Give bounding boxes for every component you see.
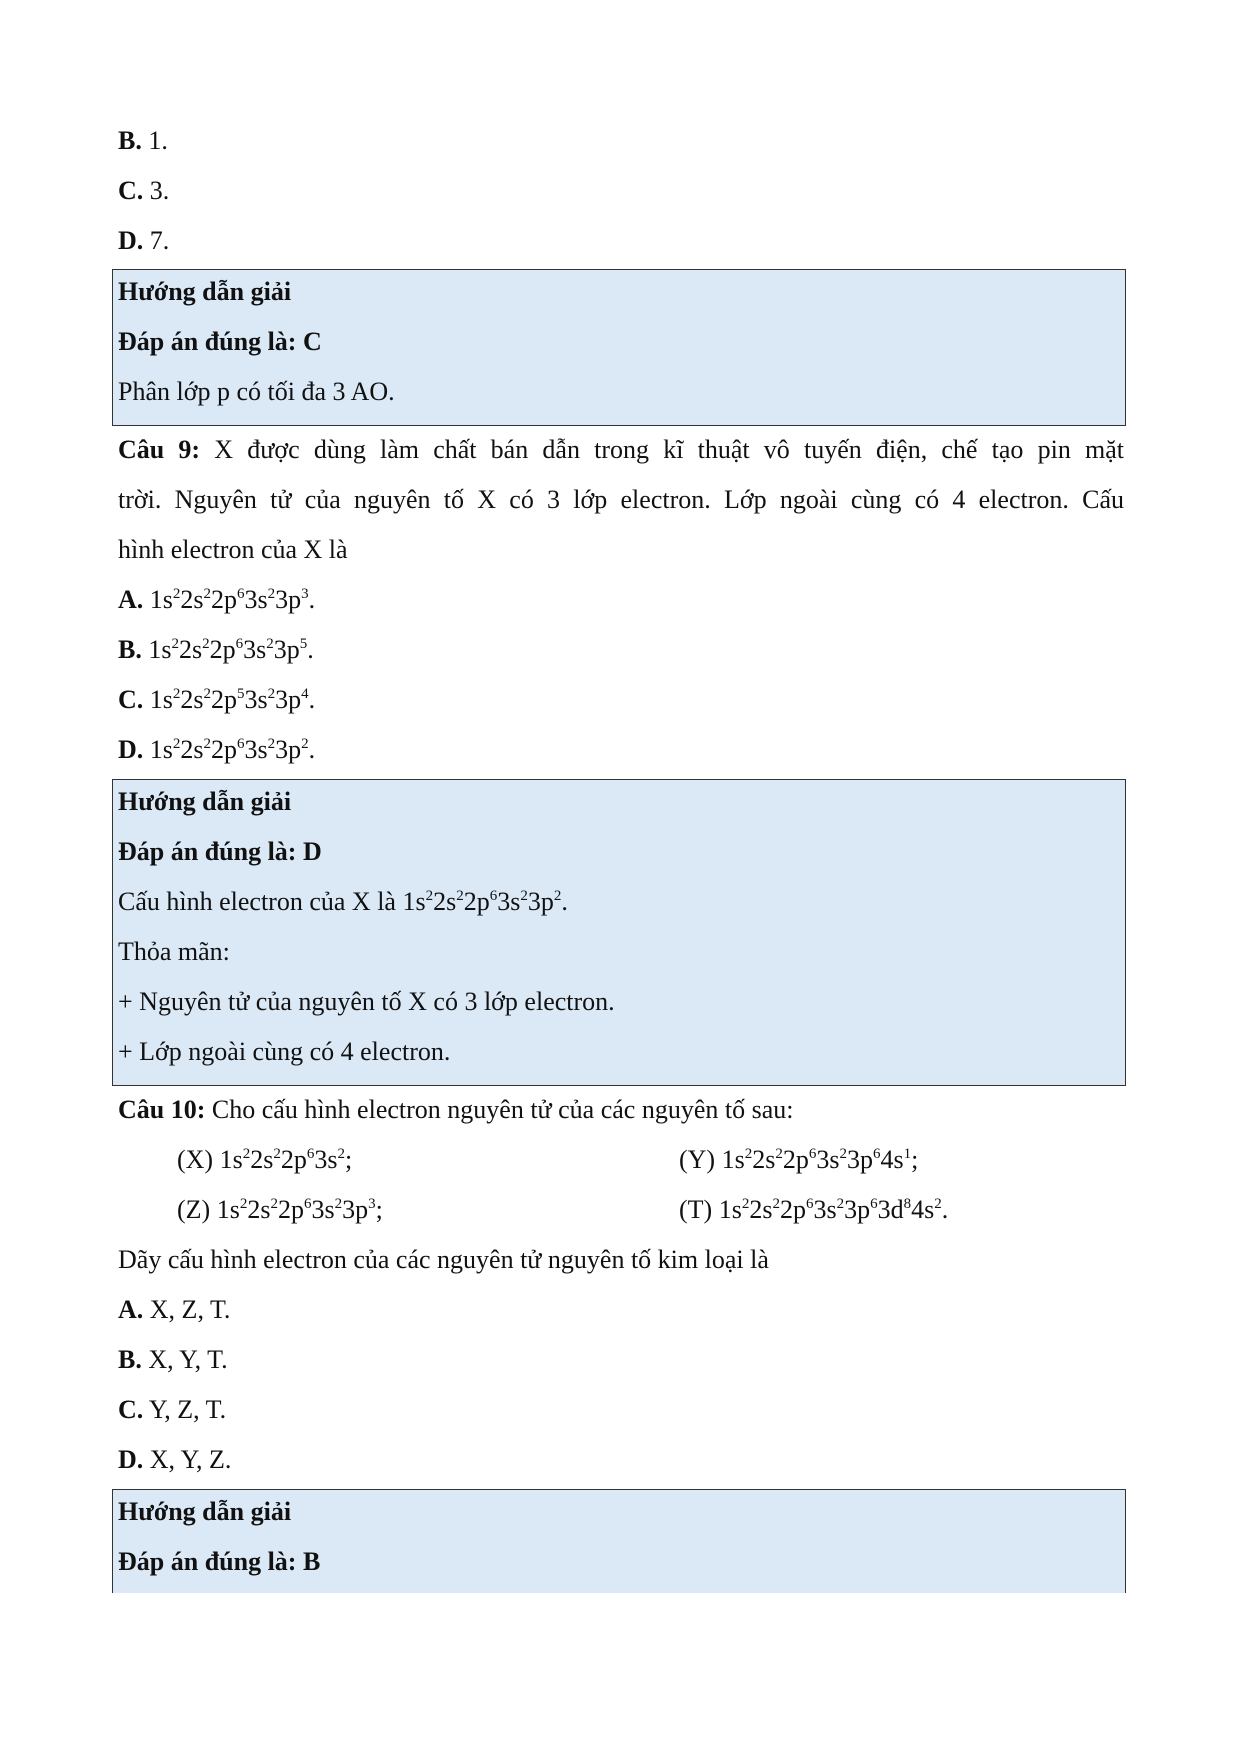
- question-label: Câu 9:: [118, 435, 201, 464]
- option-letter: D.: [118, 226, 144, 255]
- electron-config: $1s^22s^22p^63s^23p^5$.: [148, 635, 314, 664]
- electron-config: $1s^22s^22p^63s^23p^63d^84s^2$.: [718, 1195, 949, 1224]
- q10-option-a: [118, 1285, 1124, 1335]
- q8-solution-box: [112, 269, 1126, 426]
- q9-stem-line-1: [118, 425, 1124, 475]
- solution-heading: Hướng dẫn giải: [118, 277, 292, 306]
- q10-stem: [118, 1085, 1124, 1135]
- option-letter: A.: [118, 1295, 144, 1324]
- option-text: 3.: [149, 176, 170, 205]
- electron-config: $1s^22s^22p^53s^23p^4$.: [149, 685, 316, 714]
- element-label: (X): [177, 1145, 220, 1174]
- stem-text: X được dùng làm chất bán dẫn trong kĩ thuật vô tuyến điện, chế tạo pin mặt: [214, 435, 1125, 464]
- q9-stem-line-2: trời. Nguyên tử của nguyên tố X có 3 lớp electron. Lớp ngoài cùng có 4 electron. Cấu: [118, 485, 1124, 514]
- option-letter: C.: [118, 1395, 144, 1424]
- element-z: [177, 1185, 383, 1235]
- option-text: 1.: [148, 126, 168, 155]
- electron-config: $1s^22s^22p^63s^23p^3$;: [216, 1195, 383, 1224]
- solution-answer: Đáp án đúng là: B: [118, 1547, 321, 1576]
- q10-option-c: [118, 1385, 1124, 1435]
- option-letter: B.: [118, 635, 142, 664]
- element-t: [679, 1185, 948, 1235]
- solution-answer: Đáp án đúng là: D: [118, 837, 322, 866]
- question-label: Câu 10:: [118, 1095, 206, 1124]
- option-text: 7.: [149, 226, 170, 255]
- solution-heading: Hướng dẫn giải: [118, 1497, 292, 1526]
- solution-point-2: + Lớp ngoài cùng có 4 electron.: [118, 1037, 451, 1066]
- option-text: X, Y, T.: [148, 1345, 228, 1374]
- electron-config: $1s^22s^22p^63s^23p^2$.: [402, 887, 568, 916]
- solution-heading: Hướng dẫn giải: [118, 787, 292, 816]
- solution-config-line: [118, 877, 568, 927]
- q10-option-d: [118, 1435, 1124, 1485]
- q10-solution-box: [112, 1489, 1126, 1593]
- electron-config: $1s^22s^22p^63s^23p^2$.: [149, 735, 316, 764]
- q9-option-d: [118, 725, 1124, 775]
- q8-option-d: [118, 216, 1124, 266]
- electron-config: $1s^22s^22p^63s^23p^64s^1$;: [721, 1145, 919, 1174]
- option-text: Y, Z, T.: [148, 1395, 227, 1424]
- option-text: X, Z, T.: [149, 1295, 231, 1324]
- solution-satisfies: Thỏa mãn:: [118, 937, 230, 966]
- option-letter: D.: [118, 1445, 144, 1474]
- option-letter: D.: [118, 735, 144, 764]
- q9-option-b: [118, 625, 1124, 675]
- element-y: [679, 1135, 918, 1185]
- q9-option-c: [118, 675, 1124, 725]
- solution-point-1: + Nguyên tử của nguyên tố X có 3 lớp electron.: [118, 987, 615, 1016]
- option-letter: B.: [118, 126, 142, 155]
- option-letter: A.: [118, 585, 144, 614]
- option-text: X, Y, Z.: [149, 1445, 232, 1474]
- q8-option-c: [118, 166, 1124, 216]
- q9-solution-box: [112, 779, 1126, 1086]
- element-label: (T): [679, 1195, 719, 1224]
- option-letter: B.: [118, 1345, 142, 1374]
- q10-question: Dãy cấu hình electron của các nguyên tử nguyên tố kim loại là: [118, 1245, 769, 1274]
- option-letter: C.: [118, 176, 144, 205]
- q10-option-b: [118, 1335, 1124, 1385]
- solution-explanation: Phân lớp p có tối đa 3 AO.: [118, 377, 395, 406]
- solution-answer: Đáp án đúng là: C: [118, 327, 322, 356]
- q9-stem-line-3: hình electron của X là: [118, 535, 348, 564]
- q8-option-b: [118, 116, 1124, 166]
- element-label: (Y): [679, 1145, 722, 1174]
- electron-config: $1s^22s^22p^63s^2$;: [219, 1145, 353, 1174]
- q9-option-a: [118, 575, 1124, 625]
- electron-config: $1s^22s^22p^63s^23p^3$.: [149, 585, 316, 614]
- element-label: (Z): [177, 1195, 217, 1224]
- config-prefix: Cấu hình electron của X là: [118, 887, 403, 916]
- stem-text: Cho cấu hình electron nguyên tử của các nguyên tố sau:: [211, 1095, 794, 1124]
- element-x: [177, 1135, 352, 1185]
- option-letter: C.: [118, 685, 144, 714]
